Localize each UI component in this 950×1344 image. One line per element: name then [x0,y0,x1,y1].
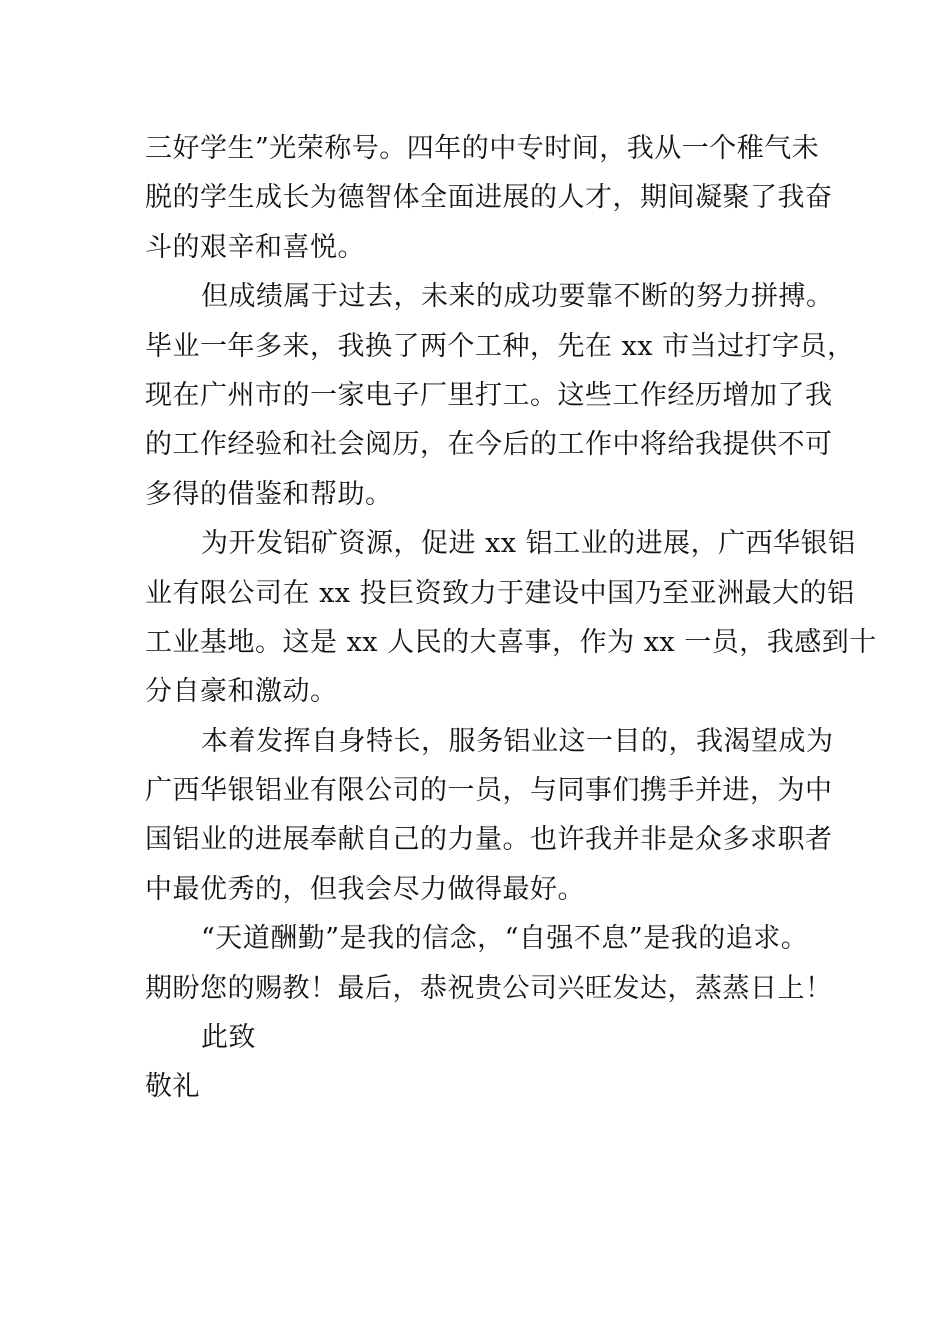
text-line: 多得的借鉴和帮助。 [145,478,393,510]
paragraph-first-line: 本着发挥自身特长，服务铝业这一目的，我渴望成为 [201,725,834,757]
text-line: 的工作经验和社会阅历，在今后的工作中将给我提供不可 [145,429,833,461]
text-line: 广西华银铝业有限公司的一员，与同事们携手并进，为中 [145,775,833,807]
letter-body [145,124,877,1112]
paragraph-first-line: 但成绩属于过去，未来的成功要靠不断的努力拼搏。 [201,281,834,313]
paragraph-first-line: “天道酬勤”是我的信念，“自强不息”是我的追求。 [201,923,809,955]
text-line: 现在广州市的一家电子厂里打工。这些工作经历增加了我 [145,379,833,411]
text-line: 国铝业的进展奉献自己的力量。也许我并非是众多求职者 [145,824,833,856]
closing-regards: 敬礼 [145,1071,200,1103]
text-line: 脱的学生成长为德智体全面进展的人才，期间凝聚了我奋 [145,182,833,214]
text-line: 业有限公司在 xx 投巨资致力于建设中国乃至亚洲最大的铝 [145,577,855,609]
closing-salutation: 此致 [201,1022,256,1054]
text-line: 斗的艰辛和喜悦。 [145,231,365,263]
text-line: 三好学生”光荣称号。四年的中专时间，我从一个稚气未 [145,133,820,164]
text-line: 毕业一年多来，我换了两个工种，先在 xx 市当过打字员， [145,330,855,362]
text-line: 期盼您的赐教！最后，恭祝贵公司兴旺发达，蒸蒸日上！ [145,972,833,1004]
text-line: 分自豪和激动。 [145,676,338,708]
text-line: 中最优秀的，但我会尽力做得最好。 [145,873,585,905]
paragraph-first-line: 为开发铝矿资源，促进 xx 铝工业的进展，广西华银铝 [201,528,856,560]
text-line: 工业基地。这是 xx 人民的大喜事，作为 xx 一员，我感到十 [145,626,877,658]
